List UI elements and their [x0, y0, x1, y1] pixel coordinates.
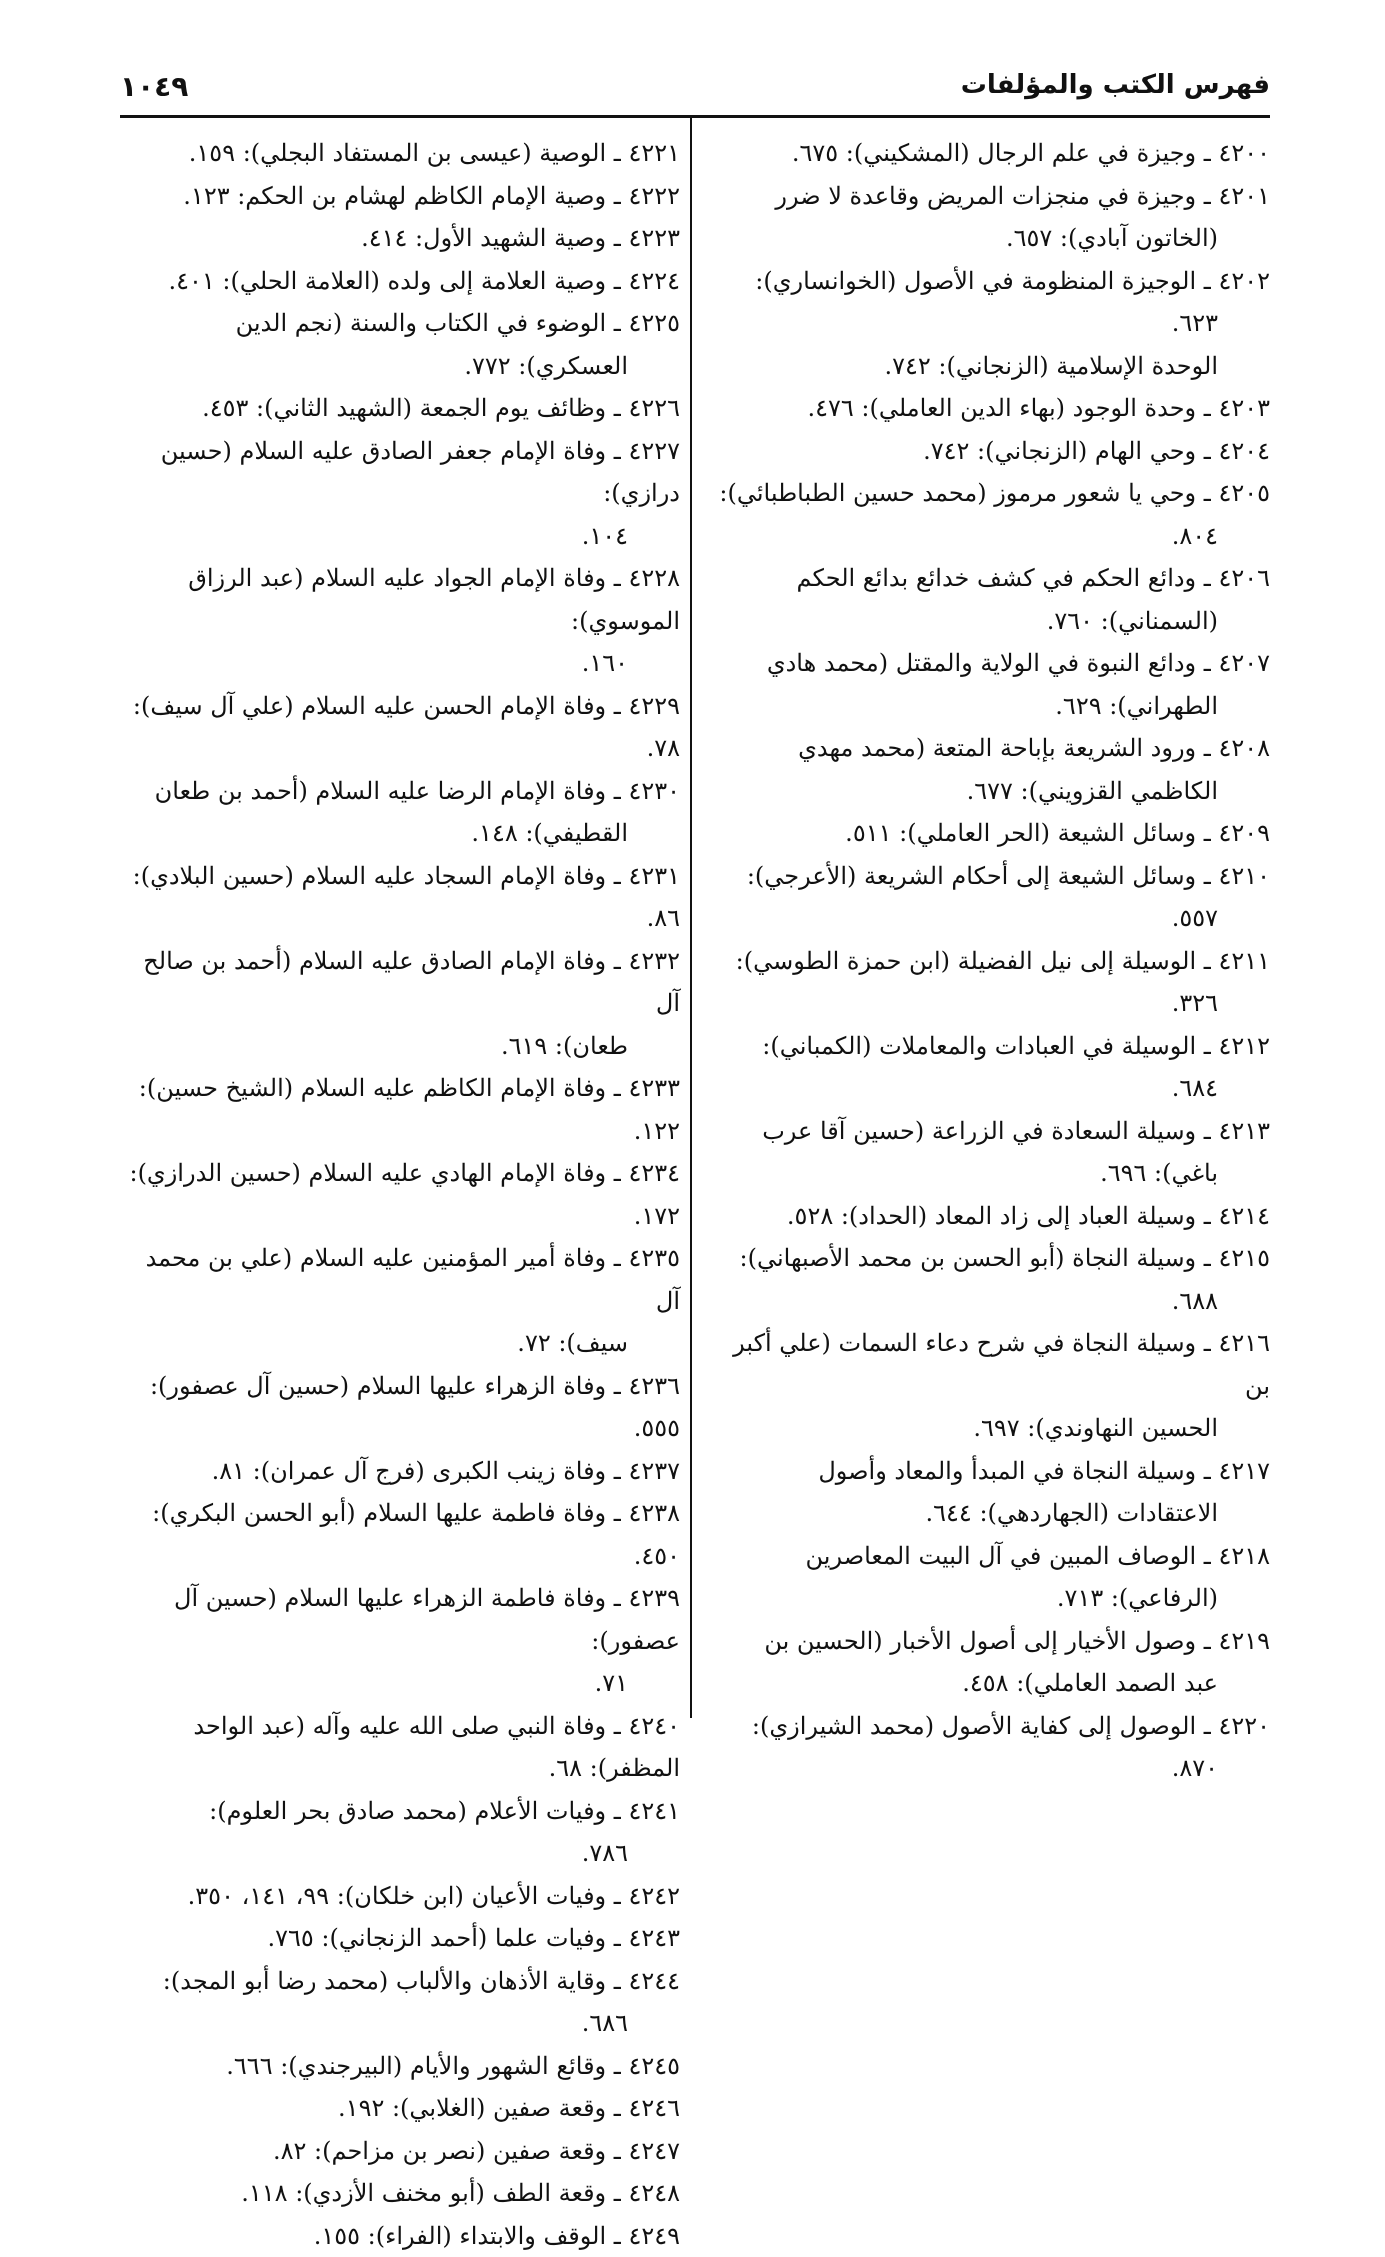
index-entry: [710, 175, 1270, 260]
index-entry: [120, 1152, 680, 1237]
entry-text: ٤٢١٤ ـ وسيلة العباد إلى زاد المعاد (الحداد): ٥٢٨.: [787, 1202, 1270, 1230]
entry-text: ٤٢٠٦ ـ ودائع الحكم في كشف خدائع بدائع الحكم: [796, 564, 1270, 592]
index-entry: [120, 855, 680, 940]
left-column: [120, 132, 680, 2257]
entry-continuation: (السمناني): ٧٦٠.: [710, 600, 1270, 643]
entry-text: ٤٢٤١ ـ وفيات الأعلام (محمد صادق بحر العلوم):: [209, 1797, 680, 1825]
running-title: فهرس الكتب والمؤلفات: [961, 70, 1270, 100]
entry-text: ٤٢١٢ ـ الوسيلة في العبادات والمعاملات (الكمباني):: [762, 1032, 1270, 1060]
entry-text: ٤٢٢٠ ـ الوصول إلى كفاية الأصول (محمد الشيرازي):: [752, 1712, 1270, 1740]
index-entry: [710, 1110, 1270, 1195]
index-entry: [120, 2045, 680, 2088]
index-entry: [710, 812, 1270, 855]
index-entry: [710, 1237, 1270, 1322]
entry-continuation: ٦٢٣.: [710, 302, 1270, 345]
entry-text: ٤٢١١ ـ الوسيلة إلى نيل الفضيلة (ابن حمزة الطوسي):: [736, 947, 1270, 975]
index-entry: [710, 940, 1270, 1025]
index-entry: [120, 1875, 680, 1918]
index-entry: [120, 557, 680, 685]
entry-text: ٤٢٣٠ ـ وفاة الإمام الرضا عليه السلام (أحمد بن طعان: [155, 777, 680, 805]
entry-text: ٤٢٢٦ ـ وظائف يوم الجمعة (الشهيد الثاني): ٤٥٣.: [202, 394, 680, 422]
entry-text: ٤٢٤٩ ـ الوقف والابتداء (الفراء): ١٥٥.: [314, 2222, 680, 2250]
index-entry: [120, 430, 680, 558]
entry-continuation: ٧٨٦.: [120, 1832, 680, 1875]
entry-text: ٤٢١٠ ـ وسائل الشيعة إلى أحكام الشريعة (الأعرجي):: [747, 862, 1270, 890]
entry-text: ٤٢٢٨ ـ وفاة الإمام الجواد عليه السلام (عبد الرزاق الموسوي):: [188, 564, 680, 635]
entry-continuation: عبد الصمد العاملي): ٤٥٨.: [710, 1662, 1270, 1705]
entry-text: ٤٢١٩ ـ وصول الأخيار إلى أصول الأخبار (الحسين بن: [764, 1627, 1270, 1655]
index-entry: [710, 345, 1270, 388]
index-entry: [120, 1705, 680, 1790]
entry-text: ٤٢٤٧ ـ وقعة صفين (نصر بن مزاحم): ٨٢.: [273, 2137, 680, 2165]
index-entry: [120, 1450, 680, 1493]
index-entry: [120, 685, 680, 770]
entry-text: ٤٢٢٥ ـ الوضوء في الكتاب والسنة (نجم الدين: [236, 309, 680, 337]
entry-text: ٤٢٢٢ ـ وصية الإمام الكاظم لهشام بن الحكم: ١٢٣.: [183, 182, 680, 210]
entry-text: ٤٢٢٧ ـ وفاة الإمام جعفر الصادق عليه السلام (حسين درازي):: [161, 437, 680, 508]
index-entry: [120, 1365, 680, 1450]
entry-text: ٤٢٤٨ ـ وقعة الطف (أبو مخنف الأزدي): ١١٨.: [241, 2179, 680, 2207]
index-entry: [120, 217, 680, 260]
entry-text: ٤٢٠٣ ـ وحدة الوجود (بهاء الدين العاملي): ٤٧٦.: [807, 394, 1270, 422]
page-number: ١٠٤٩: [120, 70, 188, 103]
entry-text: ٤٢٠٨ ـ ورود الشريعة بإباحة المتعة (محمد مهدي: [798, 734, 1270, 762]
index-entry: [710, 1620, 1270, 1705]
entry-text: ٤٢٢٤ ـ وصية العلامة إلى ولده (العلامة الحلي): ٤٠١.: [168, 267, 680, 295]
entry-text: ٤٢١٦ ـ وسيلة النجاة في شرح دعاء السمات (علي أكبر بن: [733, 1329, 1270, 1400]
index-entry: [120, 260, 680, 303]
entry-text: ٤٢٠٤ ـ وحي الهام (الزنجاني): ٧٤٢.: [923, 437, 1270, 465]
index-entry: [120, 1577, 680, 1705]
index-entry: [120, 175, 680, 218]
entry-text: ٤٢٢٩ ـ وفاة الإمام الحسن عليه السلام (علي آل سيف): ٧٨.: [133, 692, 680, 763]
entry-continuation: العسكري): ٧٧٢.: [120, 345, 680, 388]
index-entry: [710, 430, 1270, 473]
entry-text: الوحدة الإسلامية (الزنجاني): ٧٤٢.: [884, 352, 1218, 380]
index-entry: [710, 387, 1270, 430]
index-entry: [120, 1917, 680, 1960]
index-entry: [120, 302, 680, 387]
entry-continuation: الاعتقادات (الجهاردهي): ٦٤٤.: [710, 1492, 1270, 1535]
entry-text: ٤٢٣٥ ـ وفاة أمير المؤمنين عليه السلام (علي بن محمد آل: [146, 1244, 680, 1315]
index-entry: [710, 1025, 1270, 1110]
entry-text: ٤٢١٥ ـ وسيلة النجاة (أبو الحسن بن محمد الأصبهاني):: [740, 1244, 1271, 1272]
index-entry: [710, 132, 1270, 175]
right-column: [710, 132, 1270, 1790]
index-entry: [120, 1960, 680, 2045]
entry-text: ٤٢٤٢ ـ وفيات الأعيان (ابن خلكان): ٩٩، ١٤١، ٣٥٠.: [188, 1882, 680, 1910]
entry-continuation: (الخاتون آبادي): ٦٥٧.: [710, 217, 1270, 260]
entry-text: ٤٢٢٣ ـ وصية الشهيد الأول: ٤١٤.: [361, 224, 680, 252]
entry-continuation: سيف): ٧٢.: [120, 1322, 680, 1365]
entry-continuation: ٧١.: [120, 1662, 680, 1705]
entry-text: ٤٢٣٨ ـ وفاة فاطمة عليها السلام (أبو الحسن البكري): ٤٥٠.: [152, 1499, 680, 1570]
entry-text: ٤٢٠٢ ـ الوجيزة المنظومة في الأصول (الخوانساري):: [755, 267, 1270, 295]
entry-continuation: ٦٨٨.: [710, 1280, 1270, 1323]
entry-text: ٤٢٠٧ ـ ودائع النبوة في الولاية والمقتل (محمد هادي: [767, 649, 1270, 677]
entry-continuation: ١٦٠.: [120, 642, 680, 685]
index-entry: [710, 1535, 1270, 1620]
entry-text: ٤٢٣١ ـ وفاة الإمام السجاد عليه السلام (حسين البلادي): ٨٦.: [133, 862, 680, 933]
entry-continuation: ٨٧٠.: [710, 1747, 1270, 1790]
entry-continuation: القطيفي): ١٤٨.: [120, 812, 680, 855]
index-entry: [710, 1322, 1270, 1450]
entry-continuation: (الرفاعي): ٧١٣.: [710, 1577, 1270, 1620]
entry-text: ٤٢٠٠ ـ وجيزة في علم الرجال (المشكيني): ٦٧٥.: [792, 139, 1270, 167]
entry-continuation: ٦٨٤.: [710, 1067, 1270, 1110]
index-entry: [710, 472, 1270, 557]
entry-text: ٤٢٠١ ـ وجيزة في منجزات المريض وقاعدة لا ضرر: [775, 182, 1270, 210]
entry-text: ٤٢٤٤ ـ وقاية الأذهان والألباب (محمد رضا أبو المجد):: [163, 1967, 680, 1995]
index-entry: [120, 132, 680, 175]
page-header: [120, 70, 1270, 112]
index-entry: [120, 770, 680, 855]
index-entry: [120, 1237, 680, 1365]
index-entry: [710, 1705, 1270, 1790]
entry-text: ٤٢١٧ ـ وسيلة النجاة في المبدأ والمعاد وأصول: [818, 1457, 1270, 1485]
entry-text: ٤٢٣٦ ـ وفاة الزهراء عليها السلام (حسين آل عصفور): ٥٥٥.: [150, 1372, 680, 1443]
entry-text: ٤٢٢١ ـ الوصية (عيسى بن المستفاد البجلي): ١٥٩.: [189, 139, 680, 167]
index-entry: [710, 260, 1270, 345]
entry-text: ٤٢٤٣ ـ وفيات علما (أحمد الزنجاني): ٧٦٥.: [267, 1924, 680, 1952]
entry-continuation: ٨٠٤.: [710, 515, 1270, 558]
entry-text: ٤٢٠٩ ـ وسائل الشيعة (الحر العاملي): ٥١١.: [845, 819, 1270, 847]
column-divider: [690, 118, 692, 1718]
index-entry: [120, 387, 680, 430]
entry-continuation: الكاظمي القزويني): ٦٧٧.: [710, 770, 1270, 813]
entry-text: ٤٢٤٦ ـ وقعة صفين (الغلابي): ١٩٢.: [338, 2094, 680, 2122]
index-entry: [120, 1492, 680, 1577]
entry-continuation: الحسين النهاوندي): ٦٩٧.: [710, 1407, 1270, 1450]
entry-continuation: ٥٥٧.: [710, 897, 1270, 940]
entry-text: ٤٢٠٥ ـ وحي يا شعور مرموز (محمد حسين الطباطبائي):: [719, 479, 1270, 507]
entry-text: ٤٢٤٥ ـ وقائع الشهور والأيام (البيرجندي): ٦٦٦.: [226, 2052, 680, 2080]
index-entry: [120, 2130, 680, 2173]
entry-text: ٤٢٣٤ ـ وفاة الإمام الهادي عليه السلام (حسين الدرازي): ١٧٢.: [129, 1159, 680, 1230]
entry-text: ٤٢٣٧ ـ وفاة زينب الكبرى (فرج آل عمران): ٨١.: [212, 1457, 680, 1485]
index-entry: [120, 1067, 680, 1152]
index-entry: [710, 1450, 1270, 1535]
entry-continuation: باغي): ٦٩٦.: [710, 1152, 1270, 1195]
entry-text: ٤٢١٨ ـ الوصاف المبين في آل البيت المعاصرين: [806, 1542, 1270, 1570]
index-entry: [710, 642, 1270, 727]
entry-continuation: طعان): ٦١٩.: [120, 1025, 680, 1068]
index-entry: [120, 2087, 680, 2130]
entry-text: ٤٢٣٣ ـ وفاة الإمام الكاظم عليه السلام (الشيخ حسين): ١٢٢.: [139, 1074, 680, 1145]
index-entry: [120, 940, 680, 1068]
entry-text: ٤٢٣٩ ـ وفاة فاطمة الزهراء عليها السلام (حسين آل عصفور):: [174, 1584, 680, 1655]
entry-text: ٤٢٣٢ ـ وفاة الإمام الصادق عليه السلام (أحمد بن صالح آل: [143, 947, 680, 1018]
index-entry: [120, 2215, 680, 2257]
header-rule: [120, 115, 1270, 118]
index-entry: [120, 2172, 680, 2215]
entry-text: ٤٢٤٠ ـ وفاة النبي صلى الله عليه وآله (عبد الواحد المظفر): ٦٨.: [193, 1712, 680, 1783]
entry-continuation: ١٠٤.: [120, 515, 680, 558]
entry-continuation: ٣٢٦.: [710, 982, 1270, 1025]
entry-text: ٤٢١٣ ـ وسيلة السعادة في الزراعة (حسين آقا عرب: [762, 1117, 1270, 1145]
index-entry: [710, 557, 1270, 642]
index-entry: [710, 727, 1270, 812]
index-entry: [120, 1790, 680, 1875]
entry-continuation: ٦٨٦.: [120, 2002, 680, 2045]
index-entry: [710, 1195, 1270, 1238]
entry-continuation: الطهراني): ٦٢٩.: [710, 685, 1270, 728]
index-entry: [710, 855, 1270, 940]
